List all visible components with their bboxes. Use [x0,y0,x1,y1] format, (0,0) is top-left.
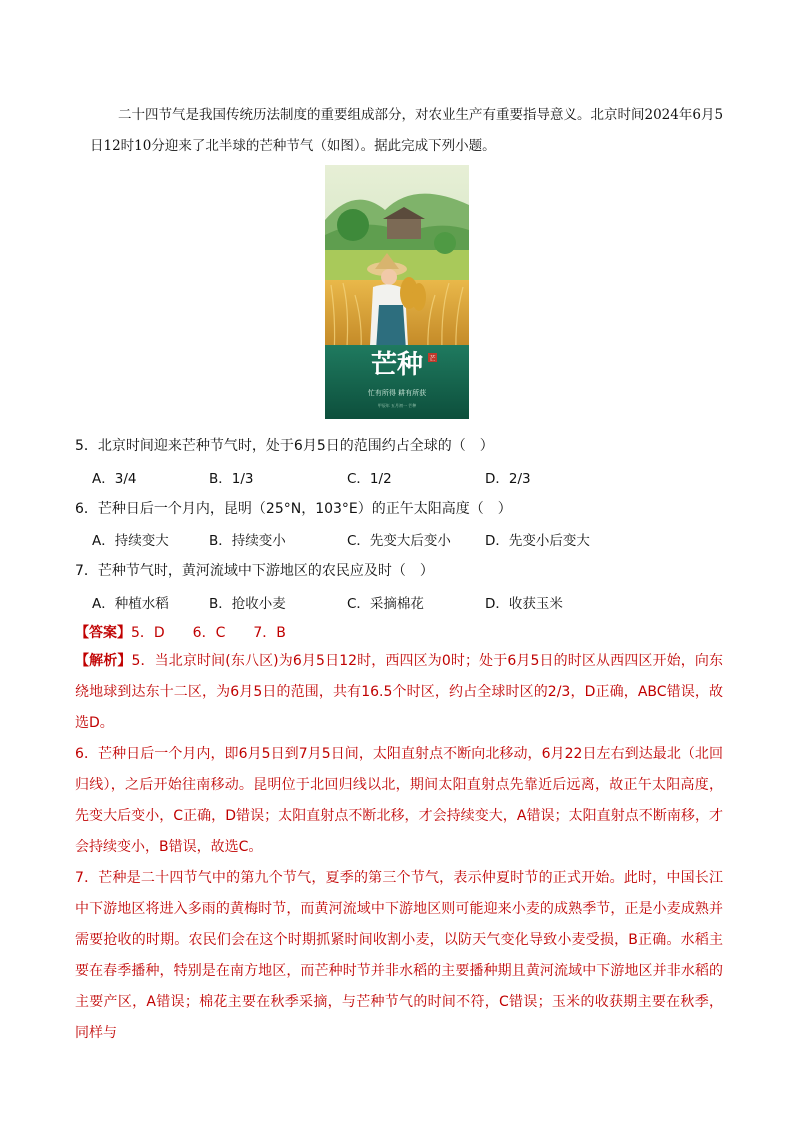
analysis-label: 【解析】 [75,653,132,669]
intro-paragraph [90,100,730,162]
mangzhong-poster [325,165,469,419]
question-6-stem: 6．芒种日后一个月内，昆明（25°N，103°E）的正午太阳高度（ ） [75,501,512,517]
poster-illustration [325,165,469,419]
q7-option-a: A．种植水稻 [92,596,169,612]
answer-label: 【答案】 [75,625,131,641]
poster-badge: 芒 [429,355,436,363]
farmhouse-shape [387,217,421,239]
q5-option-d: D．2/3 [485,471,531,487]
q6-option-a: A．持续变大 [92,533,169,549]
poster-small-line: 甲辰年 五月初一 芒种 [377,403,417,408]
question-7-stem: 7．芒种节气时，黄河流域中下游地区的农民应及时（ ） [75,563,434,579]
answer-text: 5．D 6．C 7．B [131,625,286,641]
tree-shape [337,209,369,241]
answer-line [75,622,286,642]
q6-option-b: B．持续变小 [209,533,286,549]
q5-option-b: B．1/3 [209,471,254,487]
analysis-5-text: 5．当北京时间(东八区)为6月5日12时，西四区为0时；处于6月5日的时区从西四区开始，向东绕地球到达东十二区，为6月5日的范围，共有16.5个时区，约占全球时区的2/3，D正确，ABC错误，故选D。 [75,653,723,731]
poster-title: 芒种 [370,350,424,380]
q7-option-c: C．采摘棉花 [347,596,424,612]
q5-option-a: A．3/4 [92,471,137,487]
q6-option-d: D．先变小后变大 [485,533,590,549]
q7-option-b: B．抢收小麦 [209,596,286,612]
q7-option-d: D．收获玉米 [485,596,563,612]
analysis-paragraph-7: 7．芒种是二十四节气中的第九个节气，夏季的第三个节气，表示仲夏时节的正式开始。此时，中国长江中下游地区将进入多雨的黄梅时节，而黄河流域中下游地区则可能迎来小麦的成熟季节，正是小麦成熟并需要抢收的时期。农民们会在这个时期抓紧时间收割小麦，以防天气变化导致小麦受损，B正确。水稻主要在春季播种，特别是在南方地区，而芒种时节并非水稻的主要播种期且黄河流域中下游地区并非水稻的主要产区，A错误；棉花主要在秋季采摘，与芒种节气的时间不符，C错误；玉米的收获期主要在秋季，同样与 [75,870,723,1041]
poster-subtitle: 忙有所得 耕有所获 [367,389,427,397]
question-5-stem: 5．北京时间迎来芒种节气时，处于6月5日的范围约占全球的（ ） [75,438,494,454]
q6-option-c: C．先变大后变小 [347,533,451,549]
intro-text: 二十四节气是我国传统历法制度的重要组成部分，对农业生产有重要指导意义。北京时间2024年6月5日12时10分迎来了北半球的芒种节气（如图）。据此完成下列小题。 [90,107,724,154]
q5-option-c: C．1/2 [347,471,392,487]
analysis-paragraph-5 [75,646,723,739]
analysis-paragraph-6: 6．芒种日后一个月内，即6月5日到7月5日间，太阳直射点不断向北移动，6月22日左右到达最北（北回归线），之后开始往南移动。昆明位于北回归线以北，期间太阳直射点先靠近后远离，故正午太阳高度，先变大后变小，C正确，D错误；太阳直射点不断北移，才会持续变大，A错误；太阳直射点不断南移，才会持续变小，B错误，故选C。 [75,746,723,855]
